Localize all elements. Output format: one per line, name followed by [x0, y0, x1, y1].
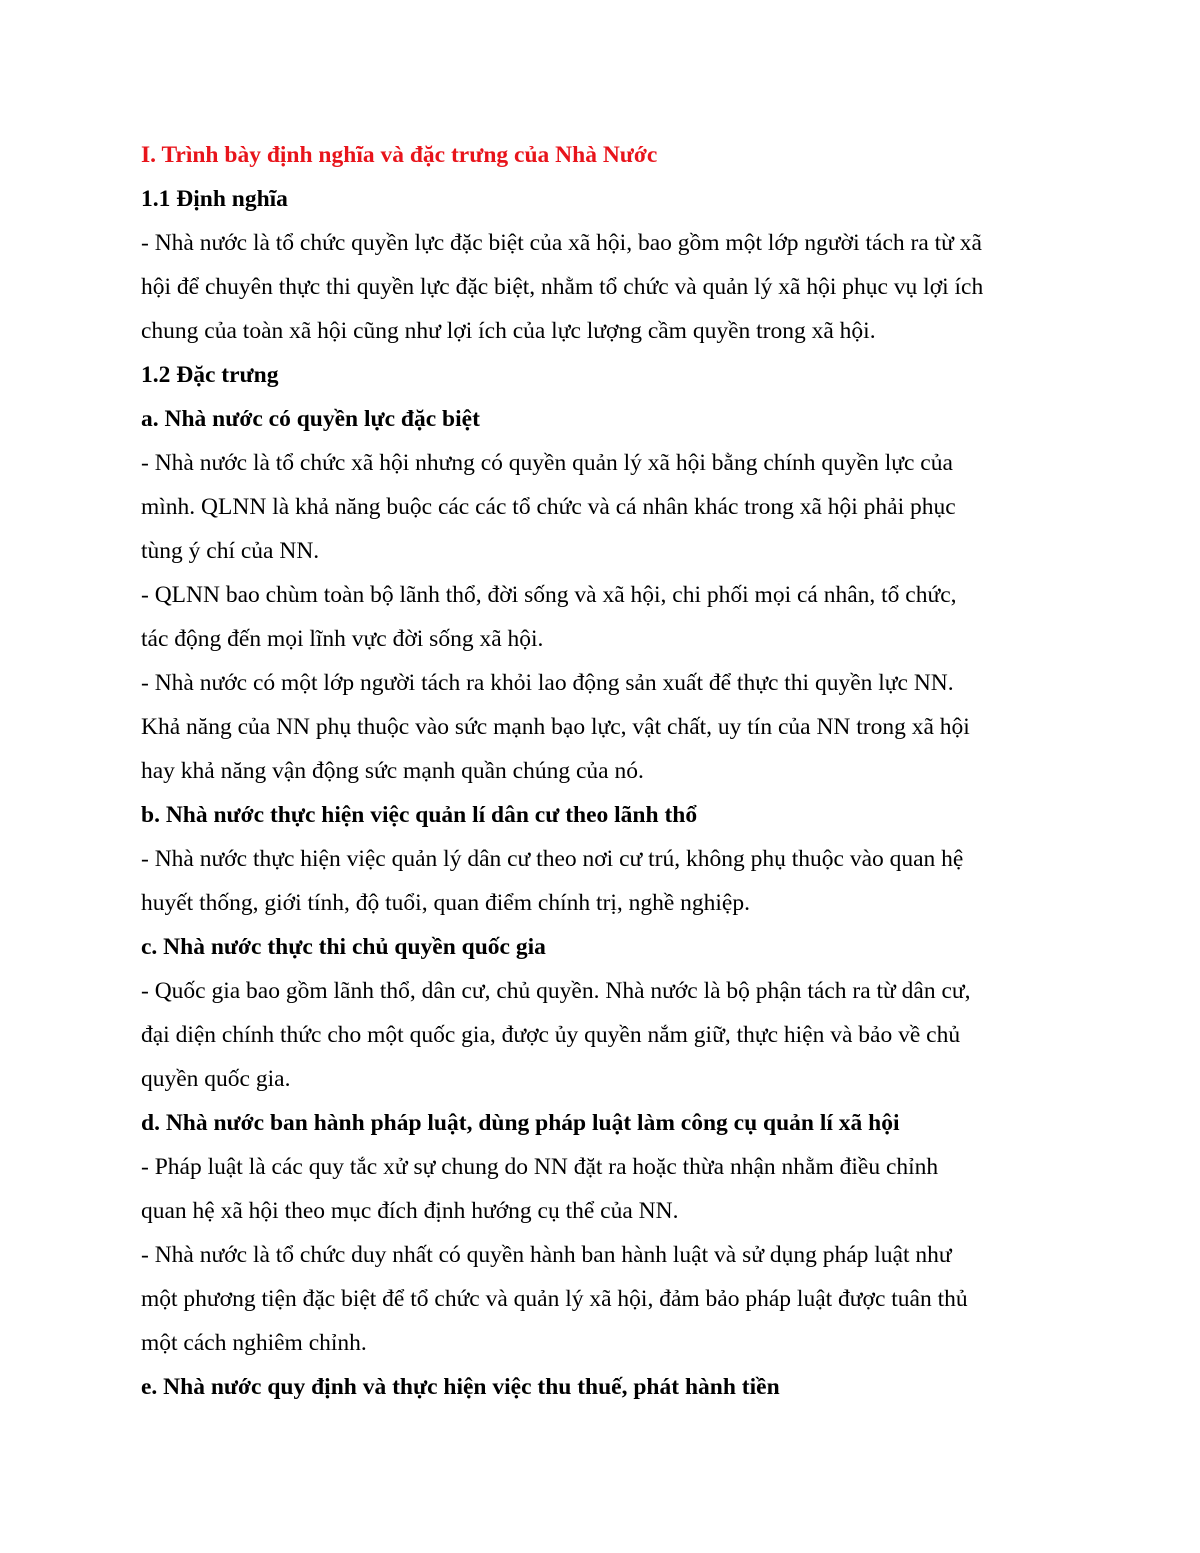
paragraph-line: - Nhà nước là tổ chức xã hội nhưng có quyền quản lý xã hội bằng chính quyền lực của	[141, 450, 953, 476]
subheading-e: e. Nhà nước quy định và thực hiện việc thu thuế, phát hành tiền	[141, 1374, 780, 1400]
subheading-c: c. Nhà nước thực thi chủ quyền quốc gia	[141, 934, 546, 960]
paragraph-line: hay khả năng vận động sức mạnh quần chúng của nó.	[141, 758, 644, 784]
paragraph-line: tác động đến mọi lĩnh vực đời sống xã hội.	[141, 626, 544, 652]
paragraph-line: - Nhà nước là tổ chức quyền lực đặc biệt của xã hội, bao gồm một lớp người tách ra từ xã	[141, 230, 982, 256]
paragraph-line: - QLNN bao chùm toàn bộ lãnh thổ, đời sống và xã hội, chi phối mọi cá nhân, tổ chức,	[141, 582, 957, 608]
paragraph-line: huyết thống, giới tính, độ tuổi, quan điểm chính trị, nghề nghiệp.	[141, 890, 750, 916]
document-title: I. Trình bày định nghĩa và đặc trưng của Nhà Nước	[141, 142, 658, 168]
paragraph-line: chung của toàn xã hội cũng như lợi ích của lực lượng cầm quyền trong xã hội.	[141, 318, 876, 344]
paragraph-line: - Nhà nước có một lớp người tách ra khỏi lao động sản xuất để thực thi quyền lực NN.	[141, 670, 954, 696]
section-heading-definition: 1.1 Định nghĩa	[141, 186, 288, 212]
paragraph-line: mình. QLNN là khả năng buộc các các tổ chức và cá nhân khác trong xã hội phải phục	[141, 494, 956, 520]
paragraph-line: đại diện chính thức cho một quốc gia, được ủy quyền nắm giữ, thực hiện và bảo về chủ	[141, 1022, 961, 1048]
paragraph-line: quyền quốc gia.	[141, 1066, 291, 1092]
subheading-d: d. Nhà nước ban hành pháp luật, dùng pháp luật làm công cụ quản lí xã hội	[141, 1110, 900, 1136]
paragraph-line: - Pháp luật là các quy tắc xử sự chung do NN đặt ra hoặc thừa nhận nhằm điều chỉnh	[141, 1154, 939, 1180]
subheading-a: a. Nhà nước có quyền lực đặc biệt	[141, 406, 480, 432]
subheading-b: b. Nhà nước thực hiện việc quản lí dân cư theo lãnh thổ	[141, 802, 698, 828]
paragraph-line: Khả năng của NN phụ thuộc vào sức mạnh bạo lực, vật chất, uy tín của NN trong xã hội	[141, 714, 970, 740]
paragraph-line: - Nhà nước là tổ chức duy nhất có quyền hành ban hành luật và sử dụng pháp luật như	[141, 1242, 952, 1268]
paragraph-line: - Quốc gia bao gồm lãnh thổ, dân cư, chủ quyền. Nhà nước là bộ phận tách ra từ dân cư,	[141, 978, 971, 1004]
document-page	[141, 133, 1061, 1409]
section-heading-features: 1.2 Đặc trưng	[141, 362, 279, 388]
paragraph-line: hội để chuyên thực thi quyền lực đặc biệt, nhằm tổ chức và quản lý xã hội phục vụ lợi ích	[141, 274, 984, 300]
paragraph-line: - Nhà nước thực hiện việc quản lý dân cư theo nơi cư trú, không phụ thuộc vào quan hệ	[141, 846, 964, 872]
paragraph-line: một phương tiện đặc biệt để tổ chức và quản lý xã hội, đảm bảo pháp luật được tuân thủ	[141, 1286, 968, 1312]
paragraph-line: quan hệ xã hội theo mục đích định hướng cụ thể của NN.	[141, 1198, 679, 1224]
paragraph-line: tùng ý chí của NN.	[141, 538, 320, 564]
paragraph-line: một cách nghiêm chỉnh.	[141, 1330, 367, 1356]
